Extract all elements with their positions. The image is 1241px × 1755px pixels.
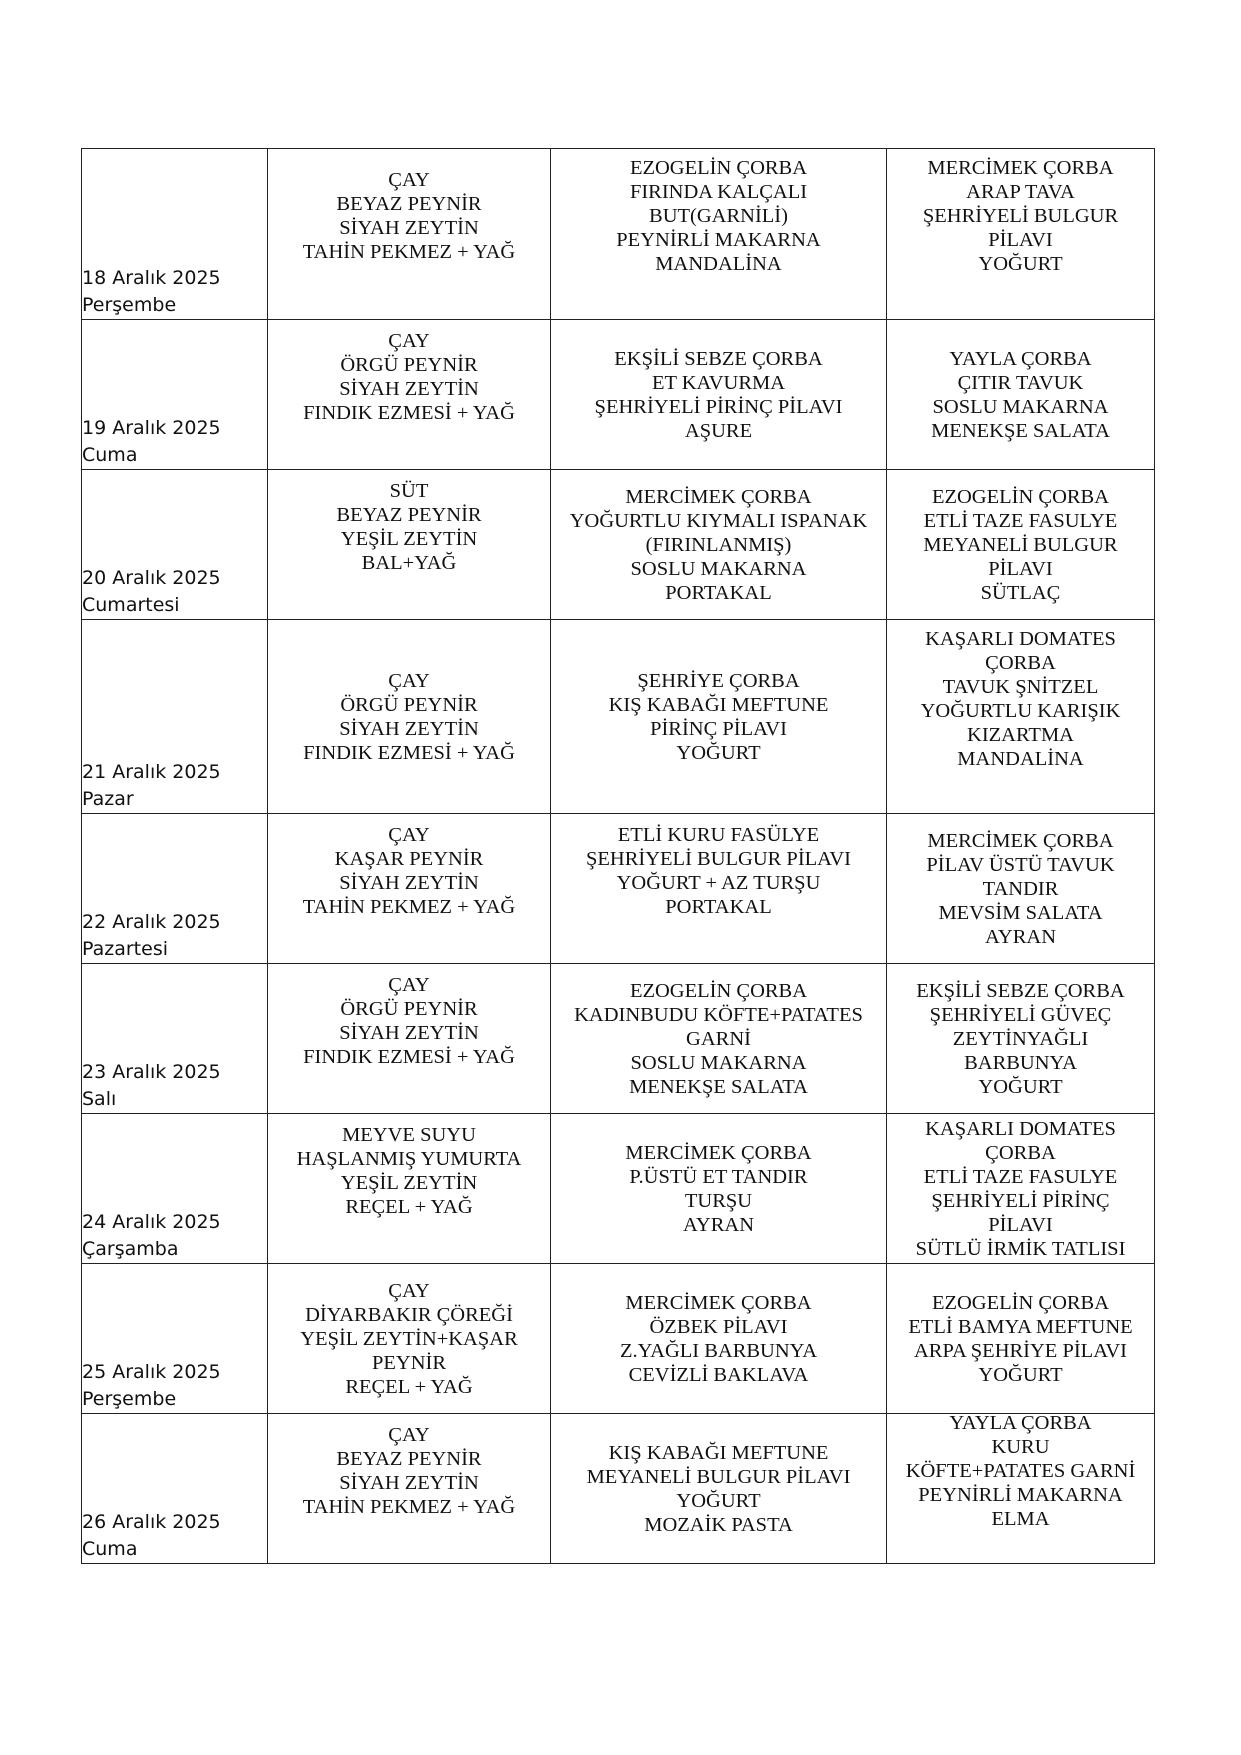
date-text: 25 Aralık 2025 [82,1361,221,1383]
menu-item: REÇEL + YAĞ [345,1195,473,1218]
menu-item: P.ÜSTÜ ET TANDIR [629,1165,808,1188]
menu-item: ÇITIR TAVUK [957,371,1084,394]
menu-item: ÖRGÜ PEYNİR [340,353,478,376]
menu-item: BUT(GARNİLİ) [649,205,788,227]
menu-item: ŞEHRİYE ÇORBA [637,669,800,692]
menu-item: PİLAVI [988,229,1053,251]
menu-item: YOĞURT [978,1363,1063,1386]
menu-item: ÖZBEK PİLAVI [649,1315,788,1338]
menu-item: MERCİMEK ÇORBA [625,485,812,508]
date-cell [82,620,268,814]
menu-item: ÇORBA [985,1141,1056,1164]
breakfast-cell [268,470,551,620]
menu-item: BEYAZ PEYNİR [336,193,482,215]
table-row [82,964,1155,1114]
menu-item: PEYNİRLİ MAKARNA [616,229,821,251]
menu-item: BAL+YAĞ [361,551,457,574]
menu-item: EZOGELİN ÇORBA [629,157,808,179]
day-text: Çarşamba [82,1238,179,1260]
menu-item: TURŞU [684,1189,753,1212]
menu-item: ÇAY [388,1423,430,1446]
menu-item: ŞEHRİYELİ GÜVEÇ [929,1003,1112,1026]
day-text: Pazartesi [82,938,168,960]
menu-item: ÇAY [388,973,430,996]
menu-item: AŞURE [684,419,753,442]
breakfast-cell [268,1114,551,1264]
menu-item: KADINBUDU KÖFTE+PATATES [574,1003,863,1026]
date-text: 26 Aralık 2025 [82,1511,221,1533]
menu-item: MERCİMEK ÇORBA [927,157,1114,179]
menu-item: MENEKŞE SALATA [629,1075,808,1098]
menu-item: KIŞ KABAĞI MEFTUNE [608,1441,829,1464]
breakfast-cell [268,1264,551,1414]
day-text: Perşembe [82,1388,177,1410]
menu-item: ZEYTİNYAĞLI [952,1027,1089,1050]
menu-item: ÇAY [388,669,430,692]
menu-item: MENEKŞE SALATA [931,419,1110,442]
menu-item: ÇAY [388,823,430,846]
menu-item: MEYANELİ BULGUR [923,533,1118,556]
date-cell [82,964,268,1114]
menu-item: SÜT [389,479,429,502]
menu-item: AYRAN [682,1213,754,1236]
menu-item: SÜTLÜ İRMİK TATLISI [915,1237,1126,1260]
date-text: 20 Aralık 2025 [82,567,221,589]
menu-item: MEVSİM SALATA [938,901,1103,924]
menu-item: MEYVE SUYU [342,1123,476,1146]
date-cell [82,470,268,620]
menu-item: MERCİMEK ÇORBA [927,829,1114,852]
menu-item: SİYAH ZEYTİN [339,1021,479,1044]
menu-item: ŞEHRİYELİ BULGUR [922,205,1119,227]
menu-item: PİLAVI [988,1213,1053,1236]
menu-item: SİYAH ZEYTİN [339,1471,479,1494]
menu-item: ŞEHRİYELİ BULGUR PİLAVI [586,847,851,870]
menu-item: TAHİN PEKMEZ + YAĞ [302,241,516,263]
menu-item: BEYAZ PEYNİR [336,503,482,526]
menu-item: SİYAH ZEYTİN [339,377,479,400]
date-cell [82,1114,268,1264]
dinner-cell [887,149,1155,320]
table-row [82,320,1155,470]
dinner-cell [887,1114,1155,1264]
menu-item: PEYNİR [371,1351,447,1374]
date-text: 21 Aralık 2025 [82,761,221,783]
table-row [82,470,1155,620]
menu-item: REÇEL + YAĞ [345,1375,473,1398]
menu-item: MERCİMEK ÇORBA [625,1141,812,1164]
table-row [82,1264,1155,1414]
menu-item: FIRINDA KALÇALI [629,181,808,203]
meal-menu-table [81,148,1155,1564]
date-cell [82,1264,268,1414]
menu-item: PEYNİRLİ MAKARNA [918,1483,1123,1506]
menu-item: ARAP TAVA [966,181,1075,203]
menu-item: EKŞİLİ SEBZE ÇORBA [614,347,823,370]
lunch-cell [551,1414,887,1564]
menu-item: ŞEHRİYELİ PİRİNÇ [931,1189,1110,1212]
menu-item: YOĞURTLU KIYMALI ISPANAK [569,509,868,532]
menu-item: ETLİ BAMYA MEFTUNE [908,1315,1133,1338]
menu-item: AYRAN [984,925,1056,948]
menu-item: ÇAY [388,329,430,352]
menu-item: KAŞAR PEYNİR [334,847,484,870]
menu-item: BEYAZ PEYNİR [336,1447,482,1470]
menu-item: KÖFTE+PATATES GARNİ [905,1459,1136,1482]
menu-item: SİYAH ZEYTİN [339,217,479,239]
day-text: Perşembe [82,294,177,316]
date-cell [82,1414,268,1564]
menu-item: YOĞURT [978,1075,1063,1098]
dinner-cell [887,320,1155,470]
menu-item: SİYAH ZEYTİN [339,871,479,894]
lunch-cell [551,620,887,814]
menu-item: PİLAVI [988,557,1053,580]
menu-item: SİYAH ZEYTİN [339,717,479,740]
menu-item: MEYANELİ BULGUR PİLAVI [586,1465,851,1488]
dinner-cell [887,620,1155,814]
day-text: Cumartesi [82,594,180,616]
table-row [82,620,1155,814]
lunch-cell [551,320,887,470]
menu-item: YOĞURT [676,741,761,764]
breakfast-cell [268,320,551,470]
lunch-cell [551,814,887,964]
dinner-cell [887,1411,1155,1564]
menu-item: ETLİ TAZE FASULYE [923,509,1118,532]
lunch-cell [551,1264,887,1414]
dinner-cell [887,814,1155,964]
table-row [82,1114,1155,1264]
menu-item: EKŞİLİ SEBZE ÇORBA [916,979,1125,1002]
breakfast-cell [268,814,551,964]
menu-item: YEŞİL ZEYTİN+KAŞAR [300,1327,518,1350]
menu-item: YOĞURT + AZ TURŞU [616,871,821,894]
menu-item: EZOGELİN ÇORBA [931,1291,1110,1314]
menu-item: ARPA ŞEHRİYE PİLAVI [913,1339,1128,1362]
menu-item: ÇORBA [985,651,1056,674]
menu-item: GARNİ [686,1027,751,1050]
table-row [82,1414,1155,1564]
day-text: Cuma [82,1538,138,1560]
menu-item: MOZAİK PASTA [644,1513,793,1536]
date-cell [82,149,268,320]
menu-item: FINDIK EZMESİ + YAĞ [303,401,515,424]
menu-item: DİYARBAKIR ÇÖREĞİ [305,1303,513,1326]
breakfast-cell [268,964,551,1114]
menu-item: YAYLA ÇORBA [949,347,1092,370]
dinner-cell [887,964,1155,1114]
menu-item: ETLİ KURU FASÜLYE [617,823,820,846]
menu-item: KIZARTMA [967,723,1074,746]
menu-item: YOĞURTLU KARIŞIK [920,699,1121,722]
menu-item: EZOGELİN ÇORBA [629,979,808,1002]
day-text: Cuma [82,444,138,466]
menu-item: SOSLU MAKARNA [932,395,1109,418]
menu-item: YEŞİL ZEYTİN [340,527,478,550]
menu-item: Z.YAĞLI BARBUNYA [619,1339,818,1362]
day-text: Salı [82,1088,117,1110]
menu-item: SÜTLAÇ [980,581,1061,604]
menu-item: YOĞURT [978,253,1063,275]
menu-item: PİRİNÇ PİLAVI [650,717,787,740]
menu-item: EZOGELİN ÇORBA [931,485,1110,508]
menu-item: MERCİMEK ÇORBA [625,1291,812,1314]
lunch-cell [551,470,887,620]
breakfast-cell [268,1414,551,1564]
menu-item: ÇAY [388,1279,430,1302]
menu-item: TAVUK ŞNİTZEL [942,675,1099,698]
menu-item: TAHİN PEKMEZ + YAĞ [302,1495,516,1518]
menu-item: SOSLU MAKARNA [630,557,807,580]
menu-item: TAHİN PEKMEZ + YAĞ [302,895,516,918]
date-text: 23 Aralık 2025 [82,1061,221,1083]
menu-item: ÇAY [388,169,430,191]
menu-item: PORTAKAL [665,895,772,918]
menu-item: TANDIR [982,877,1059,900]
date-text: 22 Aralık 2025 [82,911,221,933]
menu-item: ŞEHRİYELİ PİRİNÇ PİLAVI [594,395,843,418]
date-text: 18 Aralık 2025 [82,267,221,289]
date-text: 24 Aralık 2025 [82,1211,221,1233]
day-text: Pazar [82,788,134,810]
date-text: 19 Aralık 2025 [82,417,221,439]
lunch-cell [551,1114,887,1264]
menu-item: ÖRGÜ PEYNİR [340,693,478,716]
menu-item: KAŞARLI DOMATES [925,1117,1116,1140]
date-cell [82,814,268,964]
menu-item: ELMA [991,1507,1050,1530]
date-cell [82,320,268,470]
menu-item: PİLAV ÜSTÜ TAVUK [926,853,1115,876]
menu-item: KIŞ KABAĞI MEFTUNE [608,693,829,716]
menu-item: FINDIK EZMESİ + YAĞ [303,741,515,764]
menu-item: YAYLA ÇORBA [949,1411,1092,1434]
menu-item: (FIRINLANMIŞ) [645,533,792,556]
menu-item: YEŞİL ZEYTİN [340,1171,478,1194]
menu-item: FINDIK EZMESİ + YAĞ [303,1045,515,1068]
breakfast-cell [268,149,551,320]
menu-item: BARBUNYA [964,1051,1077,1074]
menu-item: ÖRGÜ PEYNİR [340,997,478,1020]
menu-item: KAŞARLI DOMATES [925,627,1116,650]
menu-item: CEVİZLİ BAKLAVA [628,1363,809,1386]
menu-item: ET KAVURMA [651,371,786,394]
menu-item: MANDALİNA [655,253,782,275]
menu-item: PORTAKAL [665,581,772,604]
menu-item: ETLİ TAZE FASULYE [923,1165,1118,1188]
breakfast-cell [268,620,551,814]
menu-item: SOSLU MAKARNA [630,1051,807,1074]
table-row [82,814,1155,964]
lunch-cell [551,149,887,320]
lunch-cell [551,964,887,1114]
menu-item: KURU [991,1435,1050,1458]
dinner-cell [887,470,1155,620]
menu-item: YOĞURT [676,1489,761,1512]
menu-item: MANDALİNA [957,747,1084,770]
dinner-cell [887,1264,1155,1414]
table-row [82,149,1155,320]
menu-item: HAŞLANMIŞ YUMURTA [296,1147,522,1170]
